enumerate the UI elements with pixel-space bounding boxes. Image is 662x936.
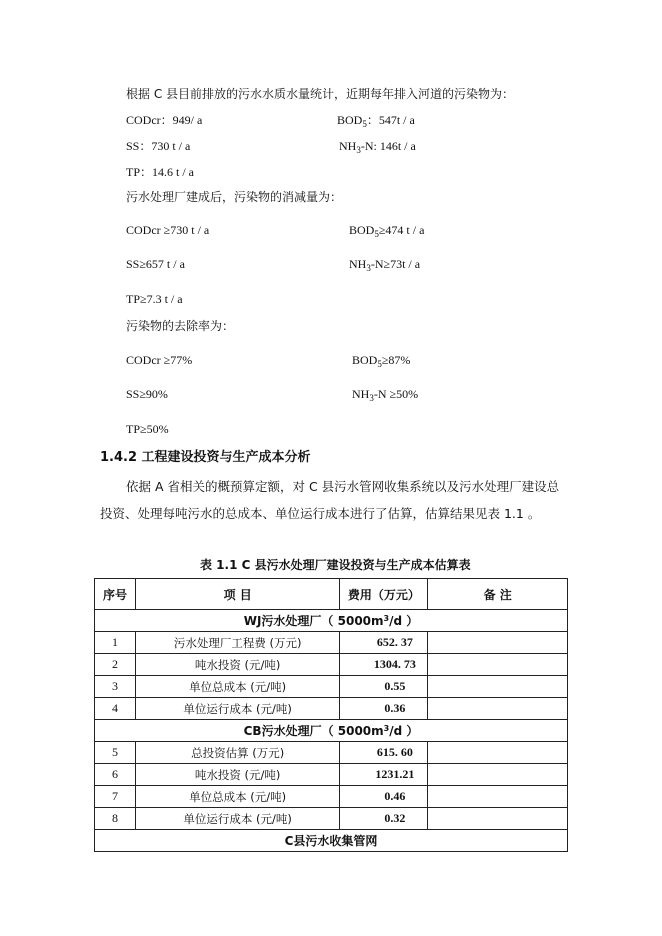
emission-tp: TP：14.6 t / a <box>126 165 194 179</box>
row-note <box>428 786 568 808</box>
row-cost: 0.36 <box>340 698 428 720</box>
row-no: 6 <box>95 764 136 786</box>
row-no: 4 <box>95 698 136 720</box>
table-row <box>95 654 568 676</box>
reduction-ss: SS≥657 t / a <box>126 257 185 271</box>
row-no: 5 <box>95 742 136 764</box>
reduction-nh3n: $NH_3-N\ge 73t / a$ <box>349 257 421 273</box>
row-cost: 1231.21 <box>340 764 428 786</box>
table-row <box>95 808 568 830</box>
row-note <box>428 808 568 830</box>
row-no: 7 <box>95 786 136 808</box>
table-row <box>95 676 568 698</box>
section-heading: 1.4.2 工程建设投资与生产成本分析 <box>100 450 311 465</box>
header-cost: 费用（万元） <box>340 579 428 610</box>
intro-text: 根据 C 县目前排放的污水水质水量统计，近期每年排入河道的污染物为： <box>126 87 515 101</box>
row-item: 吨水投资 (元/吨) <box>135 764 339 786</box>
removal-ss: SS≥90% <box>126 387 168 401</box>
removal-tp: TP≥50% <box>126 422 169 436</box>
body-paragraph: 依据 A 省相关的概预算定额，对 C 县污水管网收集系统以及污水处理厂建设总投资、处理每吨污水的总成本、单位运行成本进行了估算，估算结果见表 1.1 。 <box>100 479 560 521</box>
header-item: 项 目 <box>135 579 339 610</box>
row-no: 2 <box>95 654 136 676</box>
table-row <box>95 786 568 808</box>
reduction-bod: $BOD_5\ge 474$ t / a <box>349 223 425 239</box>
row-no: 1 <box>95 632 136 654</box>
group-network-label: C县污水收集管网 <box>95 830 568 852</box>
row-no: 3 <box>95 676 136 698</box>
row-item: 吨水投资 (元/吨) <box>135 654 339 676</box>
row-cost: 0.32 <box>340 808 428 830</box>
removal-title: 污染物的去除率为： <box>126 319 235 333</box>
row-cost: 615. 60 <box>340 742 428 764</box>
table-row <box>95 742 568 764</box>
row-cost: 0.55 <box>340 676 428 698</box>
row-item: 单位总成本 (元/吨) <box>135 676 339 698</box>
group-cb-label: CB污水处理厂（ $5000m^3/d$ ） <box>95 720 568 742</box>
reduction-title: 污水处理厂建成后，污染物的消减量为： <box>126 190 343 204</box>
row-note <box>428 698 568 720</box>
emission-bod: $BOD_5$：547t / a <box>337 113 415 129</box>
header-no: 序号 <box>95 579 136 610</box>
row-note <box>428 676 568 698</box>
removal-bod: $BOD_5\ge 87\%$ <box>352 353 411 369</box>
row-item: 单位运行成本 (元/吨) <box>135 698 339 720</box>
table-row <box>95 698 568 720</box>
row-cost: 1304. 73 <box>340 654 428 676</box>
group-row-cb <box>95 720 568 742</box>
table-row <box>95 764 568 786</box>
reduction-cod: CODcr ≥730 t / a <box>126 223 210 237</box>
row-note <box>428 742 568 764</box>
row-item: 污水处理厂工程费 (万元) <box>135 632 339 654</box>
group-wj-label: WJ污水处理厂（ $5000m^3/d$ ） <box>95 610 568 632</box>
group-row-wj <box>95 610 568 632</box>
table-caption: 表 1.1 C 县污水处理厂建设投资与生产成本估算表 <box>200 558 471 572</box>
table-header-row <box>95 579 568 610</box>
removal-cod: CODcr ≥77% <box>126 353 193 367</box>
emission-cod: CODcr：949/ a <box>126 113 203 127</box>
row-note <box>428 654 568 676</box>
row-cost: 652. 37 <box>340 632 428 654</box>
row-item: 单位总成本 (元/吨) <box>135 786 339 808</box>
row-note <box>428 764 568 786</box>
table-row <box>95 632 568 654</box>
row-cost: 0.46 <box>340 786 428 808</box>
row-note <box>428 632 568 654</box>
row-item: 单位运行成本 (元/吨) <box>135 808 339 830</box>
group-row-network <box>95 830 568 852</box>
row-no: 8 <box>95 808 136 830</box>
removal-nh3n: $NH_3-N \ge 50\%$ <box>352 387 419 403</box>
emission-nh3n: $NH_3-N$: 146t / a <box>339 139 416 155</box>
emission-ss: SS：730 t / a <box>126 139 191 153</box>
cost-table <box>94 578 568 852</box>
reduction-tp: TP≥7.3 t / a <box>126 292 183 306</box>
header-note: 备 注 <box>428 579 568 610</box>
row-item: 总投资估算 (万元) <box>135 742 339 764</box>
